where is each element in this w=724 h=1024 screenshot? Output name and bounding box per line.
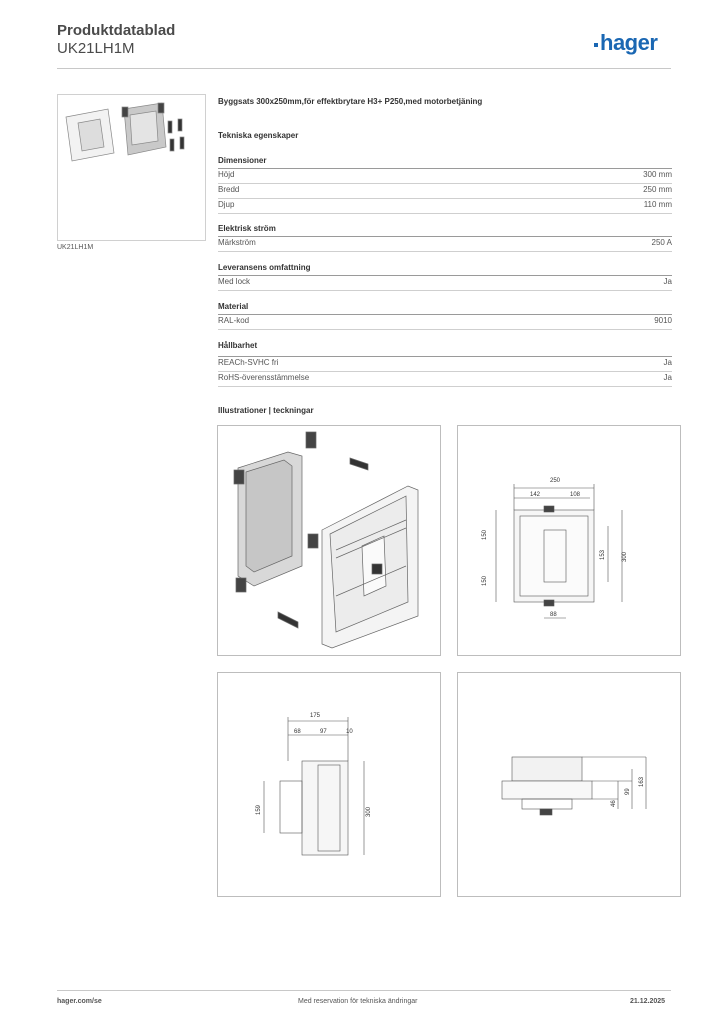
footer-disclaimer: Med reservation för tekniska ändringar xyxy=(298,998,418,1005)
spec-row xyxy=(218,184,672,199)
logo-text: hager xyxy=(600,30,658,55)
dim-h-top: 150 xyxy=(482,529,488,540)
spec-label: RAL-kod xyxy=(218,316,250,325)
hager-logo xyxy=(594,30,657,56)
footer-divider xyxy=(57,990,671,991)
spec-label: Med lock xyxy=(218,277,251,286)
dim-d3: 10 xyxy=(346,729,353,735)
spec-row xyxy=(218,199,672,214)
side-view-drawing xyxy=(217,672,441,897)
dim-depth: 175 xyxy=(310,713,321,719)
dim-h-small: 46 xyxy=(611,800,617,807)
spec-value: Ja xyxy=(663,277,672,286)
spec-value: 250 A xyxy=(651,238,672,247)
dim-h-left: 159 xyxy=(256,804,262,815)
dim-d1: 68 xyxy=(294,729,301,735)
dim-h-bottom: 150 xyxy=(482,575,488,586)
footer-date: 21.12.2025 xyxy=(630,998,666,1005)
specs-section-title: Tekniska egenskaper xyxy=(218,131,299,140)
dim-inner-h: 153 xyxy=(600,549,606,560)
spec-row xyxy=(218,237,672,252)
spec-value: Ja xyxy=(663,373,672,382)
dim-d2: 97 xyxy=(320,729,327,735)
spec-value: 250 mm xyxy=(643,185,672,194)
illustrations-title: Illustrationer | teckningar xyxy=(218,406,314,415)
dim-left: 142 xyxy=(530,492,541,498)
product-headline: Byggsats 300x250mm,för effektbrytare H3+ P250,med motorbetjäning xyxy=(218,97,483,106)
group-title-current: Elektrisk ström xyxy=(218,224,276,233)
spec-value: 300 mm xyxy=(643,170,672,179)
dim-h-mid: 99 xyxy=(625,788,631,795)
exploded-view-drawing xyxy=(217,425,441,656)
spec-row xyxy=(218,357,672,372)
spec-label: RoHS-överensstämmelse xyxy=(218,373,310,382)
spec-value: 9010 xyxy=(654,316,672,325)
product-code: UK21LH1M xyxy=(57,40,135,57)
dim-side-height: 300 xyxy=(366,806,372,817)
product-image-caption: UK21LH1M xyxy=(57,244,94,251)
spec-row xyxy=(218,372,672,387)
spec-label: Djup xyxy=(218,200,235,209)
dim-width: 250 xyxy=(550,478,561,484)
spec-label: Bredd xyxy=(218,185,240,194)
front-view-drawing xyxy=(457,425,681,656)
footer-website[interactable]: hager.com/se xyxy=(57,998,102,1005)
dim-height: 300 xyxy=(622,551,628,562)
group-title-material: Material xyxy=(218,302,249,311)
spec-value: Ja xyxy=(663,358,672,367)
group-title-dimensions: Dimensioner xyxy=(218,156,267,165)
bottom-view-drawing xyxy=(457,672,681,897)
dim-h-total: 163 xyxy=(639,776,645,787)
dim-bottom-w: 88 xyxy=(550,612,557,618)
spec-value: 110 mm xyxy=(643,200,672,209)
product-image xyxy=(57,94,206,241)
spec-label: Höjd xyxy=(218,170,235,179)
header-divider xyxy=(57,68,671,69)
spec-label: Märkström xyxy=(218,238,256,247)
group-title-delivery: Leveransens omfattning xyxy=(218,263,311,272)
spec-row xyxy=(218,315,672,330)
spec-label: REACh-SVHC fri xyxy=(218,358,279,367)
dim-right: 108 xyxy=(570,492,581,498)
spec-row xyxy=(218,276,672,291)
spec-row xyxy=(218,169,672,184)
group-title-sustainability: Hållbarhet xyxy=(218,341,258,350)
page-title: Produktdatablad xyxy=(57,22,176,39)
